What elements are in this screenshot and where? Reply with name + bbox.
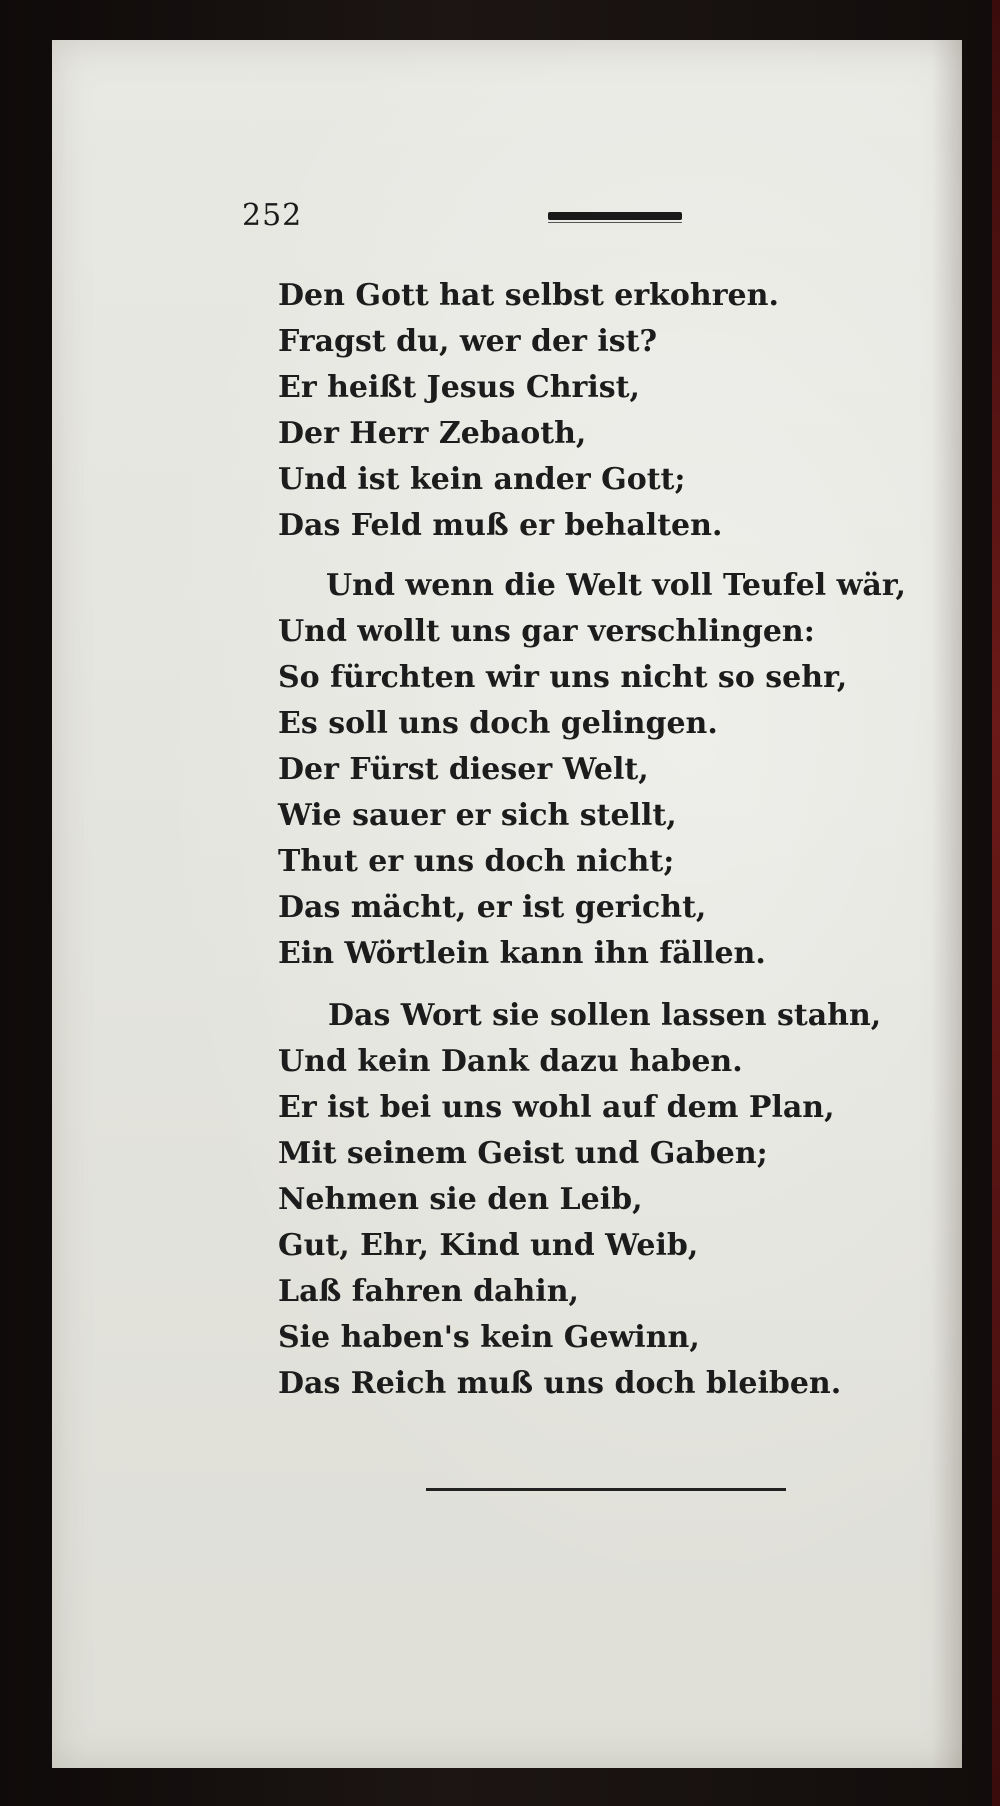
verse-line: Der Herr Zebaoth, <box>278 416 587 451</box>
verse-line: Er ist bei uns wohl auf dem Plan, <box>278 1090 835 1125</box>
verse-line: Ein Wörtlein kann ihn fällen. <box>278 936 766 971</box>
verse-line: Mit seinem Geist und Gaben; <box>278 1136 768 1171</box>
verse-line: Das Wort sie sollen lassen stahn, <box>328 998 882 1033</box>
verse-line: Es soll uns doch gelingen. <box>278 706 718 741</box>
verse-line: Und wollt uns gar verschlingen: <box>278 614 815 649</box>
verse-line: Den Gott hat selbst erkohren. <box>278 278 779 313</box>
verse-line: Das Reich muß uns doch bleiben. <box>278 1366 842 1401</box>
verse-line: Gut, Ehr, Kind und Weib, <box>278 1228 699 1263</box>
verse-line: Das Feld muß er behalten. <box>278 508 723 543</box>
footer-rule <box>426 1488 786 1491</box>
verse-line: Sie haben's kein Gewinn, <box>278 1320 700 1355</box>
verse-line: Thut er uns doch nicht; <box>278 844 675 879</box>
page-number: 252 <box>242 198 303 233</box>
verse-line: Laß fahren dahin, <box>278 1274 579 1309</box>
book-page <box>52 40 962 1768</box>
verse-line: Und kein Dank dazu haben. <box>278 1044 743 1079</box>
verse-line: Nehmen sie den Leib, <box>278 1182 643 1217</box>
verse-line: Wie sauer er sich stellt, <box>278 798 677 833</box>
verse-line: Er heißt Jesus Christ, <box>278 370 640 405</box>
verse-line: So fürchten wir uns nicht so sehr, <box>278 660 848 695</box>
header-rule <box>548 212 682 220</box>
verse-line: Der Fürst dieser Welt, <box>278 752 649 787</box>
verse-line: Das mächt, er ist gericht, <box>278 890 707 925</box>
verse-line: Und ist kein ander Gott; <box>278 462 686 497</box>
verse-line: Fragst du, wer der ist? <box>278 324 658 359</box>
book-cover-edge <box>992 0 1000 1806</box>
verse-line: Und wenn die Welt voll Teufel wär, <box>326 568 906 603</box>
page-shadow <box>932 40 962 1768</box>
